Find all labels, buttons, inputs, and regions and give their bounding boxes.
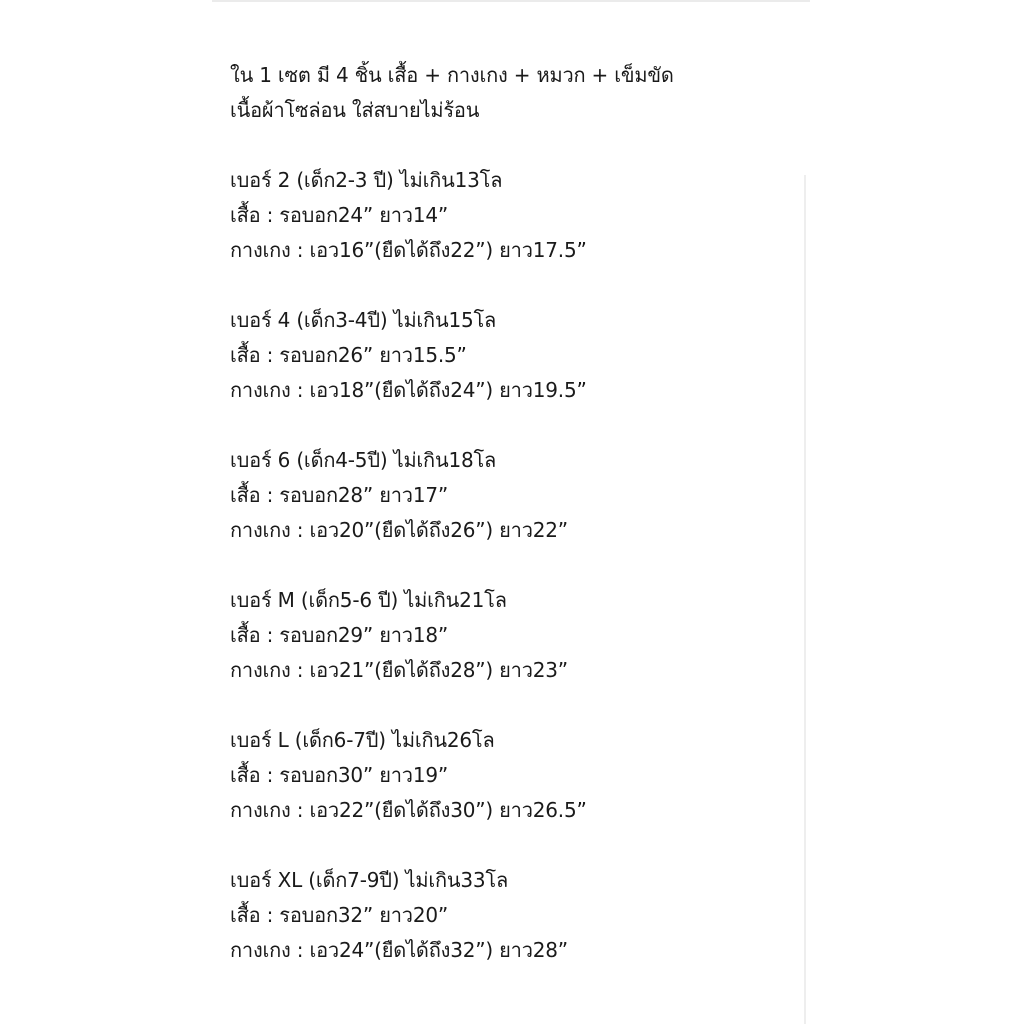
shirt-measurements: เสื้อ : รอบอก26” ยาว15.5” xyxy=(230,343,467,367)
size-block-l xyxy=(230,723,790,828)
intro-section xyxy=(230,58,790,128)
shirt-measurements: เสื้อ : รอบอก32” ยาว20” xyxy=(230,903,449,927)
intro-set-contents: ใน 1 เซต มี 4 ชิ้น เสื้อ + กางเกง + หมวก + เข็มขัด xyxy=(230,63,674,87)
size-chart-text xyxy=(230,58,790,1003)
size-heading: เบอร์ 6 (เด็ก4-5ปี) ไม่เกิน18โล xyxy=(230,448,497,472)
shirt-measurements: เสื้อ : รอบอก29” ยาว18” xyxy=(230,623,449,647)
pants-measurements: กางเกง : เอว20”(ยืดได้ถึง26”) ยาว22” xyxy=(230,518,568,542)
pants-measurements: กางเกง : เอว16”(ยืดได้ถึง22”) ยาว17.5” xyxy=(230,238,587,262)
size-heading: เบอร์ L (เด็ก6-7ปี) ไม่เกิน26โล xyxy=(230,728,495,752)
pants-measurements: กางเกง : เอว22”(ยืดได้ถึง30”) ยาว26.5” xyxy=(230,798,587,822)
shirt-measurements: เสื้อ : รอบอก28” ยาว17” xyxy=(230,483,449,507)
top-divider xyxy=(212,0,810,2)
size-block-m xyxy=(230,583,790,688)
size-block-xl xyxy=(230,863,790,968)
shirt-measurements: เสื้อ : รอบอก24” ยาว14” xyxy=(230,203,449,227)
size-block-4 xyxy=(230,303,790,408)
side-divider xyxy=(804,175,806,1024)
size-block-6 xyxy=(230,443,790,548)
size-heading: เบอร์ XL (เด็ก7-9ปี) ไม่เกิน33โล xyxy=(230,868,509,892)
size-heading: เบอร์ M (เด็ก5-6 ปี) ไม่เกิน21โล xyxy=(230,588,507,612)
size-block-2 xyxy=(230,163,790,268)
pants-measurements: กางเกง : เอว21”(ยืดได้ถึง28”) ยาว23” xyxy=(230,658,568,682)
shirt-measurements: เสื้อ : รอบอก30” ยาว19” xyxy=(230,763,449,787)
intro-fabric: เนื้อผ้าโซล่อน ใส่สบายไม่ร้อน xyxy=(230,98,480,122)
size-heading: เบอร์ 2 (เด็ก2-3 ปี) ไม่เกิน13โล xyxy=(230,168,503,192)
size-heading: เบอร์ 4 (เด็ก3-4ปี) ไม่เกิน15โล xyxy=(230,308,497,332)
pants-measurements: กางเกง : เอว24”(ยืดได้ถึง32”) ยาว28” xyxy=(230,938,568,962)
pants-measurements: กางเกง : เอว18”(ยืดได้ถึง24”) ยาว19.5” xyxy=(230,378,587,402)
